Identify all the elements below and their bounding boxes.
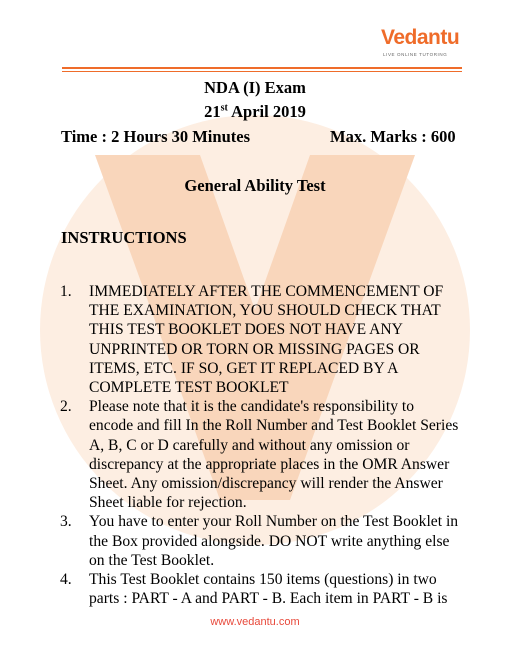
- exam-date: [0, 102, 510, 122]
- instruction-text: IMMEDIATELY AFTER THE COMMENCEMENT OF THE EXAMINATION, YOU SHOULD CHECK THAT THIS TEST BOOKLET DOES NOT HAVE ANY UNPRINTED OR TORN OR MISSING PAGES OR ITEMS, ETC. IF SO, GET IT REPLACED BY A COMPLETE TEST BOOKLET: [89, 283, 444, 397]
- instruction-item: [60, 512, 460, 570]
- exam-date-suffix: st: [220, 102, 228, 114]
- instruction-number: 3.: [60, 513, 72, 531]
- header-rule-thick: [62, 67, 462, 69]
- instruction-text: This Test Booklet contains 150 items (questions) in two parts : PART - A and PART - B. Each item in PART - B is: [89, 571, 448, 608]
- instruction-number: 1.: [60, 283, 72, 300]
- footer-url[interactable]: www.vedantu.com: [210, 616, 300, 628]
- exam-date-day: 21: [204, 102, 221, 121]
- instruction-item: [60, 570, 460, 608]
- instruction-text: You have to enter your Roll Number on the Test Booklet in the Box provided alongside. DO NOT write anything else on the Test Booklet.: [89, 513, 459, 569]
- instructions-heading: INSTRUCTIONS: [61, 228, 187, 247]
- exam-title: NDA (I) Exam: [204, 78, 306, 97]
- instructions-list: [60, 282, 460, 608]
- logo-text: Vedantu: [381, 26, 460, 49]
- instruction-number: 4.: [60, 571, 72, 589]
- instruction-item: [60, 397, 460, 512]
- exam-max-marks: Max. Marks : 600: [330, 127, 456, 146]
- exam-date-rest: April 2019: [227, 102, 306, 121]
- exam-time: Time : 2 Hours 30 Minutes: [61, 127, 250, 146]
- instruction-text: Please note that it is the candidate's responsibility to encode and fill In the Roll Number and Test Booklet Series A, B, C or D carefully and without any omission or discrepancy at the appropriate places in the OMR Answer Sheet. Any omission/discrepancy will render the Answer Sheet liable for rejection.: [89, 398, 459, 512]
- instruction-number: 2.: [60, 398, 72, 416]
- header-rule-thin: [62, 71, 462, 72]
- logo-tagline: LIVE ONLINE TUTORING: [383, 52, 448, 57]
- vedantu-logo: [381, 26, 461, 60]
- instruction-item: [60, 282, 460, 397]
- test-subject: General Ability Test: [184, 176, 326, 195]
